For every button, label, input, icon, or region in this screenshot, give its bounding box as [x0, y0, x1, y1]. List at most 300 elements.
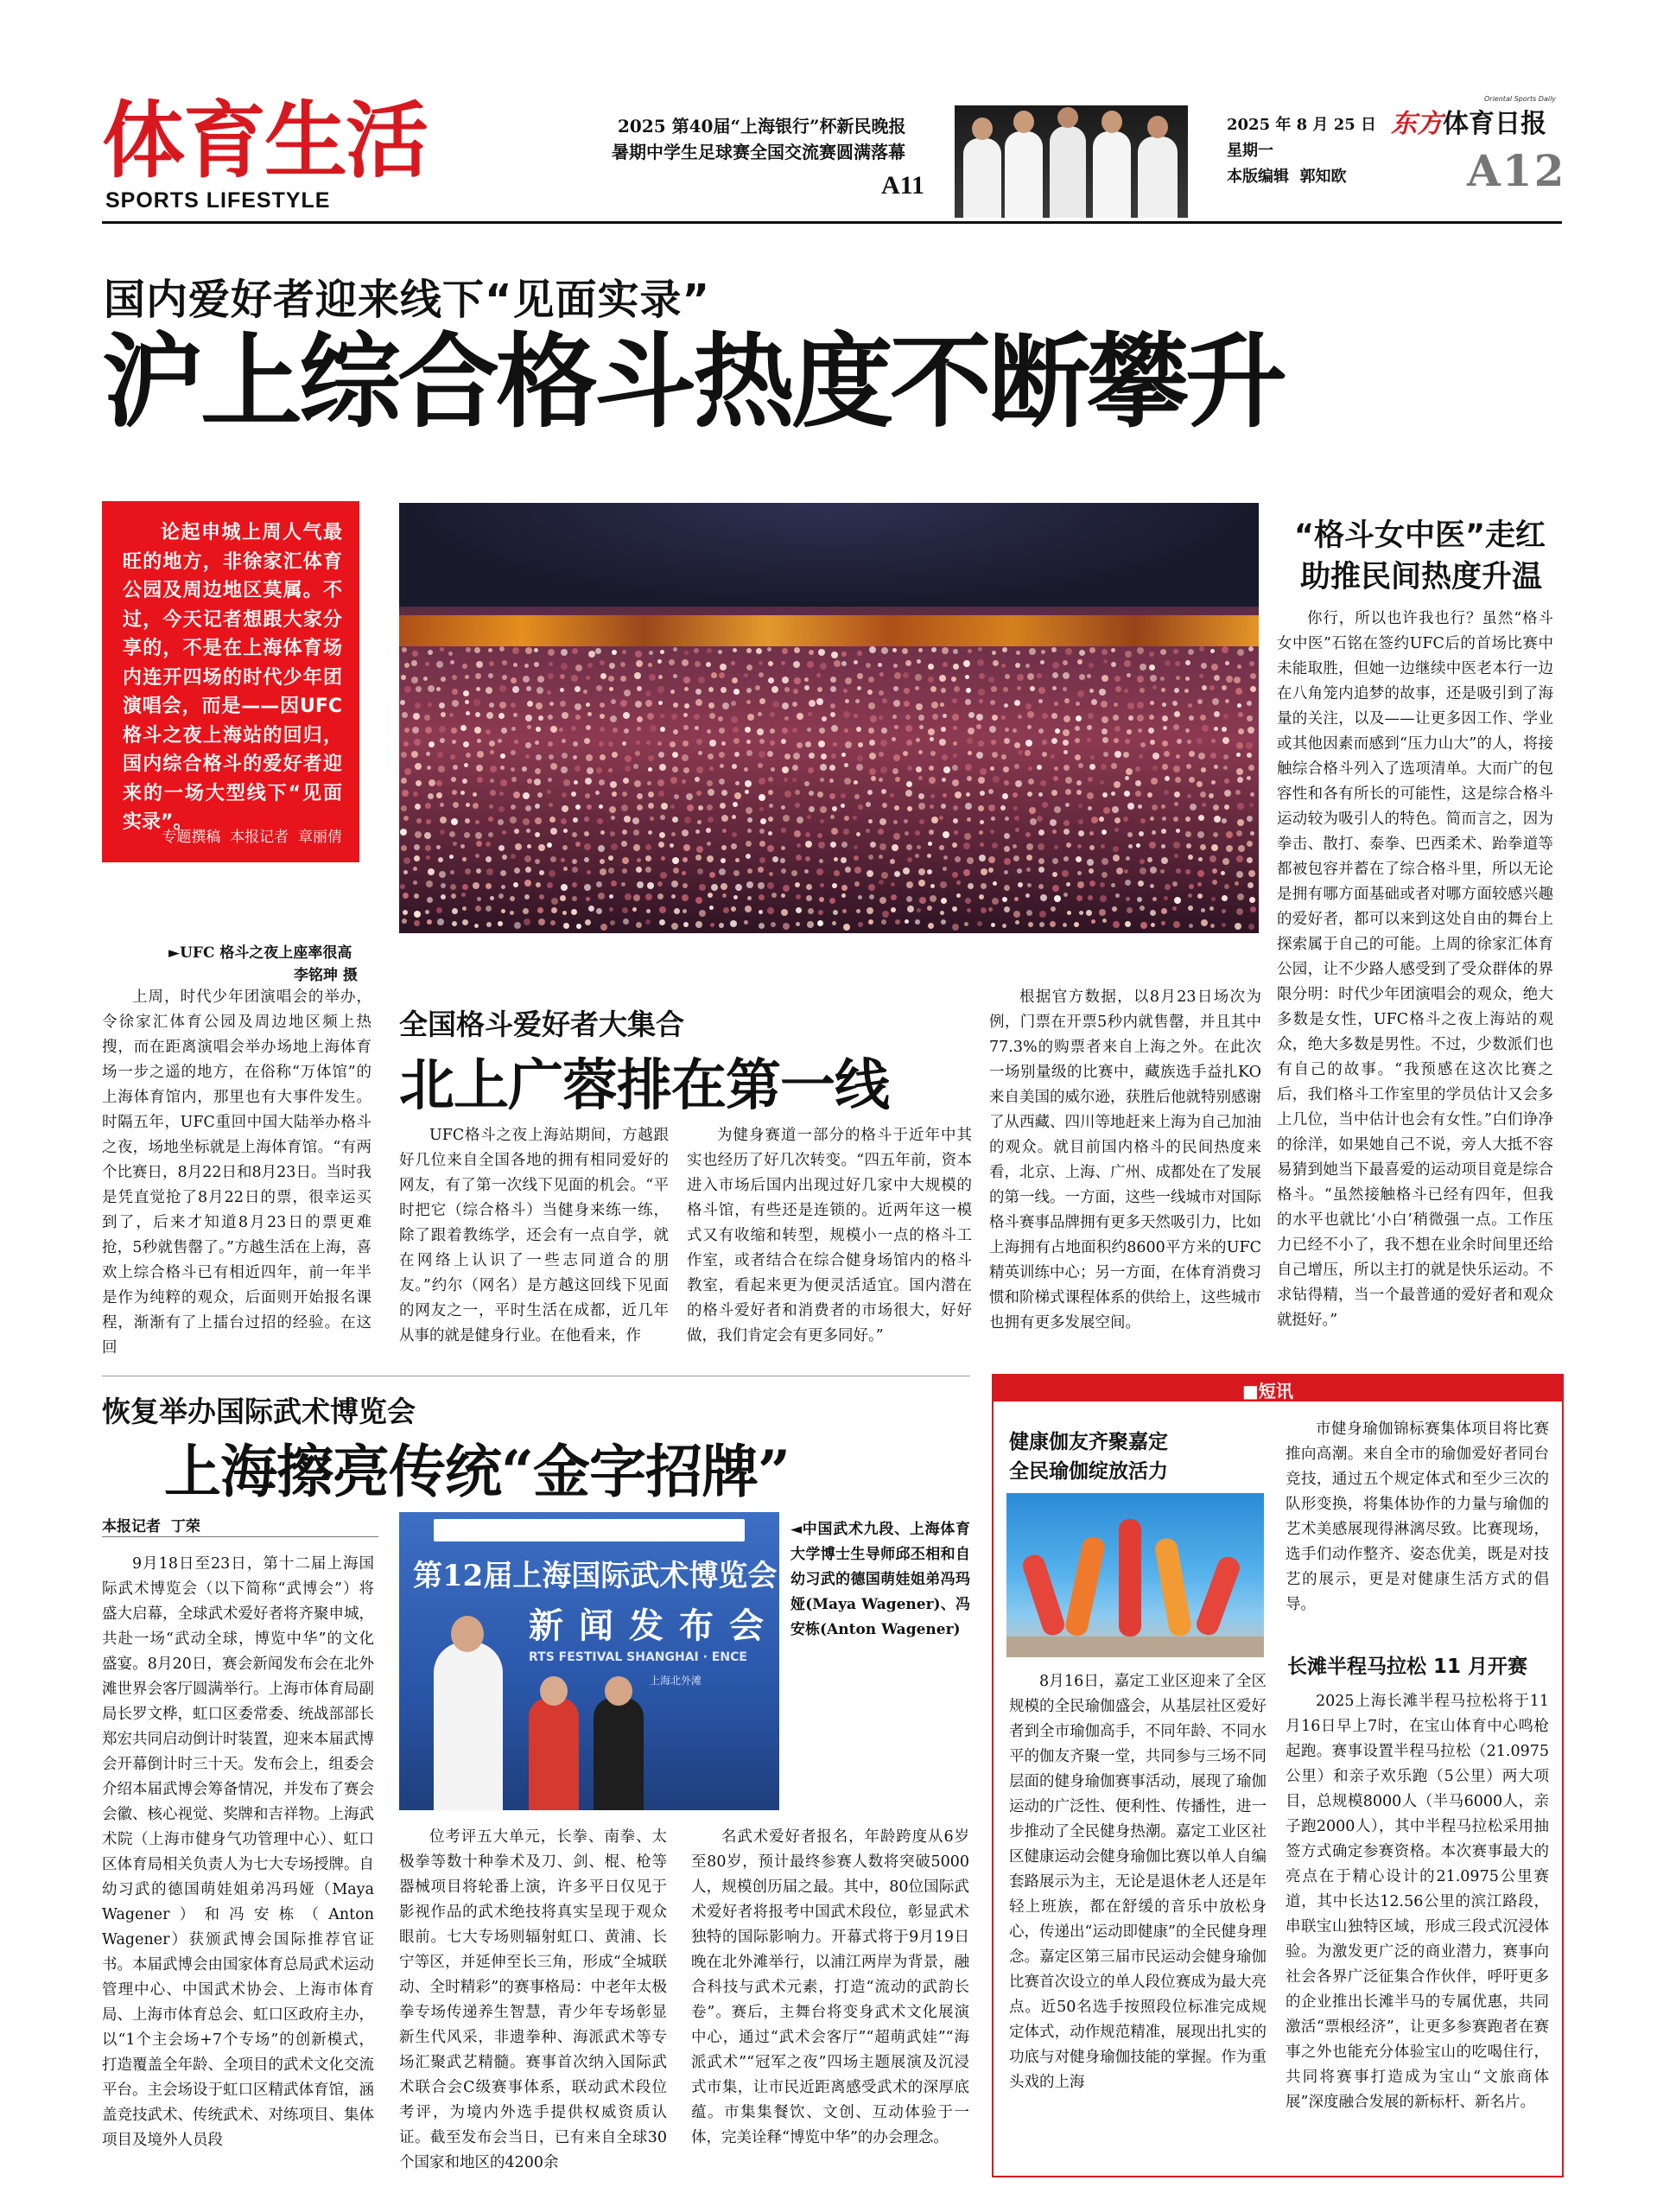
crowd-spectator — [755, 685, 760, 690]
crowd-spectator — [463, 690, 469, 696]
crowd-spectator — [622, 830, 627, 835]
crowd-spectator — [931, 702, 938, 709]
banner-place: 上海北外滩 — [650, 1675, 702, 1687]
crowd-spectator — [965, 898, 971, 904]
crowd-spectator — [462, 779, 467, 784]
crowd-spectator — [1222, 923, 1226, 927]
crowd-spectator — [809, 791, 814, 796]
crowd-spectator — [486, 906, 492, 912]
crowd-spectator — [845, 677, 852, 684]
crowd-spectator — [486, 687, 492, 694]
crowd-spectator — [414, 855, 420, 861]
crowd-spectator — [1065, 648, 1072, 655]
briefs-label: ■短讯 — [1242, 1381, 1293, 1402]
crowd-spectator — [551, 907, 557, 913]
crowd-spectator — [1078, 819, 1083, 824]
crowd-spectator — [991, 923, 995, 927]
crowd-spectator — [953, 741, 957, 746]
crowd-spectator — [1250, 686, 1256, 692]
crowd-spectator — [1052, 672, 1058, 678]
crowd-spectator — [488, 648, 492, 652]
crowd-spectator — [539, 870, 544, 875]
crowd-spectator — [572, 859, 577, 864]
crowd-spectator — [792, 765, 798, 771]
crowd-spectator — [820, 764, 827, 771]
crowd-spectator — [829, 765, 835, 771]
crowd-spectator — [769, 872, 773, 876]
crowd-spectator — [1001, 664, 1006, 668]
crowd-spectator — [915, 854, 919, 858]
crowd-spectator — [906, 881, 913, 888]
crowd-spectator — [538, 715, 543, 721]
promo-line-1: 2025 第40届“上海银行”杯新民晚报 — [618, 116, 906, 137]
crowd-spectator — [955, 791, 962, 798]
crowd-spectator — [401, 845, 407, 851]
crowd-spectator — [1063, 687, 1067, 691]
crowd-spectator — [1113, 921, 1120, 928]
crowd-spectator — [625, 766, 631, 772]
crowd-spectator — [915, 686, 919, 690]
crowd-spectator — [595, 648, 601, 654]
crowd-spectator — [1201, 663, 1207, 669]
crowd-spectator — [1017, 674, 1024, 681]
crowd-spectator — [795, 790, 800, 795]
crowd-spectator — [892, 648, 897, 652]
crowd-spectator — [1235, 923, 1241, 930]
crowd-spectator — [538, 844, 545, 851]
crowd-spectator — [637, 858, 641, 862]
crowd-spectator — [416, 780, 422, 786]
crowd-spectator — [527, 701, 533, 707]
crowd-spectator — [1114, 751, 1121, 758]
crowd-spectator — [1004, 780, 1009, 785]
crowd-spectator — [489, 702, 494, 708]
crowd-spectator — [1076, 856, 1082, 862]
crowd-spectator — [1089, 647, 1095, 653]
crowd-spectator — [784, 791, 791, 798]
crowd-spectator — [709, 766, 714, 771]
crowd-spectator — [1001, 754, 1006, 760]
crowd-spectator — [586, 754, 593, 761]
crowd-spectator — [784, 716, 789, 721]
crowd-spectator — [598, 893, 605, 899]
crowd-spectator — [1188, 703, 1192, 708]
crowd-spectator — [633, 844, 640, 851]
crowd-spectator — [1214, 675, 1220, 681]
crowd-spectator — [951, 677, 956, 682]
crowd-spectator — [460, 725, 467, 731]
crowd-spectator — [943, 855, 948, 860]
crowd-spectator — [451, 728, 457, 734]
crowd-spectator — [977, 659, 984, 666]
crowd-spectator — [1173, 817, 1178, 822]
crowd-spectator — [561, 818, 567, 824]
crowd-spectator — [930, 751, 936, 756]
crowd-spectator — [621, 804, 628, 811]
crowd-spectator — [794, 677, 801, 684]
section-title: 体育生活 — [102, 92, 427, 189]
crowd-spectator — [412, 651, 418, 657]
crowd-spectator — [525, 742, 531, 748]
crowd-spectator — [1175, 661, 1180, 666]
player-head — [1057, 107, 1078, 128]
crowd-spectator — [1077, 690, 1084, 697]
crowd-spectator — [1054, 702, 1058, 706]
crowd-spectator — [783, 923, 790, 930]
crowd-spectator — [992, 715, 998, 721]
crowd-spectator — [832, 921, 836, 925]
crowd-spectator — [708, 893, 713, 898]
wushu-photo-caption: ◄中国武术九段、上海体育大学博士生导师邱丕相和自幼习武的德国萌娃姐弟冯玛娅(Maya Wagener)、冯安栋(Anton Wagener) — [790, 1521, 970, 1638]
crowd-spectator — [1004, 885, 1010, 891]
crowd-spectator — [477, 777, 483, 783]
crowd-spectator — [1079, 674, 1085, 680]
crowd-spectator — [536, 754, 542, 760]
crowd-spectator — [768, 831, 772, 836]
crowd-spectator — [1091, 699, 1097, 705]
crowd-spectator — [1174, 854, 1178, 858]
crowd-spectator — [1067, 911, 1071, 915]
crowd-spectator — [1038, 792, 1043, 797]
crowd-spectator — [781, 805, 785, 810]
crowd-spectator — [1015, 920, 1019, 925]
crowd-spectator — [462, 906, 467, 911]
crowd-spectator — [1123, 817, 1128, 822]
crowd-spectator — [940, 911, 944, 915]
crowd-spectator — [538, 918, 545, 925]
crowd-spectator — [547, 790, 551, 794]
yoga-title-1: 健康伽友齐聚嘉定 — [1009, 1431, 1168, 1453]
crowd-spectator — [523, 908, 529, 914]
wushu-byline: 本报记者 丁荣 — [102, 1518, 200, 1535]
crowd-spectator — [952, 872, 958, 878]
crowd-spectator — [660, 650, 664, 654]
crowd-spectator — [548, 778, 552, 782]
crowd-spectator — [1088, 895, 1093, 900]
crowd-spectator — [621, 841, 627, 847]
crowd-spectator — [919, 897, 926, 904]
crowd-spectator — [1028, 766, 1032, 771]
crowd-spectator — [561, 766, 568, 773]
crowd-spectator — [683, 677, 690, 683]
crowd-spectator — [1114, 828, 1119, 832]
crowd-spectator — [1238, 845, 1245, 852]
crowd-spectator — [523, 676, 530, 683]
crowd-spectator — [441, 677, 446, 682]
crowd-spectator — [672, 766, 678, 772]
crowd-spectator — [918, 880, 925, 887]
issue-date: 2025 年 8 月 25 日 — [1227, 116, 1377, 134]
crowd-spectator — [855, 699, 860, 703]
crowd-spectator — [941, 804, 946, 809]
crowd-spectator — [746, 648, 752, 653]
crowd-spectator — [1065, 803, 1070, 807]
crowd-spectator — [413, 867, 417, 871]
crowd-spectator — [965, 699, 971, 705]
crowd-spectator — [904, 688, 910, 694]
crowd-spectator — [1163, 726, 1167, 730]
crowd-spectator — [1099, 689, 1106, 696]
crowd-spectator — [636, 741, 640, 745]
crowd-spectator — [818, 649, 825, 656]
crowd-spectator — [1088, 806, 1092, 810]
crowd-spectator — [856, 727, 861, 732]
crowd-spectator — [1201, 919, 1208, 926]
crowd-spectator — [637, 686, 642, 691]
crowd-spectator — [1151, 923, 1155, 927]
crowd-spectator — [1042, 713, 1048, 719]
crowd-spectator — [476, 661, 483, 668]
crowd-spectator — [1038, 867, 1044, 873]
crowd-spectator — [1200, 715, 1206, 721]
crowd-spectator — [829, 793, 835, 799]
crowd-spectator — [879, 778, 883, 782]
crowd-spectator — [525, 754, 530, 759]
crowd-spectator — [1038, 858, 1044, 864]
crowd-spectator — [770, 712, 775, 717]
crowd-spectator — [1013, 792, 1018, 798]
crowd-spectator — [781, 893, 785, 898]
crowd-spectator — [610, 781, 617, 788]
crowd-spectator — [1235, 688, 1242, 695]
crowd-spectator — [414, 920, 420, 926]
crowd-spectator — [427, 766, 431, 770]
crowd-spectator — [853, 816, 857, 820]
crowd-spectator — [709, 713, 715, 719]
crowd-spectator — [460, 844, 465, 849]
crowd-spectator — [820, 806, 827, 813]
crowd-spectator — [414, 739, 421, 746]
crowd-spectator — [943, 714, 947, 718]
crowd-spectator — [1210, 649, 1215, 653]
crowd-spectator — [746, 841, 752, 847]
crowd-spectator — [674, 908, 680, 914]
crowd-spectator — [768, 677, 774, 683]
crowd-spectator — [992, 842, 998, 849]
crowd-spectator — [584, 831, 589, 836]
promo-page: A11 — [881, 171, 925, 200]
crowd-spectator — [500, 870, 506, 876]
crowd-spectator — [929, 766, 934, 771]
crowd-spectator — [918, 776, 923, 780]
crowd-spectator — [1030, 818, 1037, 825]
crowd-spectator — [879, 752, 884, 757]
crowd-spectator — [745, 906, 752, 912]
crowd-spectator — [537, 792, 543, 798]
crowd-spectator — [438, 857, 443, 862]
crowd-spectator — [747, 829, 752, 833]
crowd-spectator — [1201, 908, 1205, 912]
crowd-spectator — [673, 647, 677, 652]
crowd-spectator — [425, 662, 429, 666]
crowd-spectator — [426, 752, 430, 756]
crowd-spectator — [1063, 660, 1068, 665]
crowd-spectator — [744, 673, 748, 677]
crowd-spectator — [940, 881, 947, 888]
crowd-spectator — [930, 895, 936, 902]
crowd-spectator — [451, 777, 456, 782]
page-editor: 本版编辑 郭知欧 — [1227, 168, 1347, 186]
crowd-spectator — [1052, 872, 1057, 877]
crowd-spectator — [809, 753, 815, 759]
crowd-spectator — [820, 883, 824, 887]
crowd-spectator — [879, 897, 886, 904]
crowd-spectator — [1078, 763, 1083, 768]
crowd-spectator — [759, 778, 765, 785]
crowd-spectator — [963, 660, 970, 667]
crowd-spectator — [942, 647, 949, 654]
crowd-spectator — [622, 907, 628, 913]
crowd-spectator — [696, 766, 703, 773]
crowd-spectator — [526, 686, 531, 691]
crowd-spectator — [658, 701, 663, 705]
crowd-spectator — [436, 792, 442, 798]
crowd-spectator — [449, 713, 454, 717]
crowd-spectator — [928, 842, 932, 846]
crowd-spectator — [622, 857, 629, 864]
crowd-spectator — [746, 740, 751, 744]
crowd-spectator — [988, 677, 994, 683]
crowd-spectator — [684, 703, 689, 709]
crowd-spectator — [1140, 868, 1146, 874]
crowd-spectator — [1247, 776, 1251, 780]
crowd-spectator — [1013, 728, 1017, 733]
crowd-spectator — [1237, 803, 1244, 810]
crowd-spectator — [768, 777, 773, 782]
crowd-spectator — [892, 844, 898, 851]
crowd-spectator — [637, 881, 644, 888]
crowd-spectator — [1238, 712, 1243, 717]
crowd-spectator — [524, 664, 529, 668]
crowd-spectator — [893, 833, 900, 840]
crowd-spectator — [475, 906, 481, 912]
crowd-spectator — [1224, 884, 1229, 889]
crowd-spectator — [428, 868, 435, 875]
crowd-spectator — [1027, 711, 1034, 718]
crowd-spectator — [1063, 729, 1070, 736]
crowd-spectator — [918, 803, 925, 810]
crowd-spectator — [1221, 871, 1225, 875]
crowd-spectator — [657, 686, 664, 693]
crowd-spectator — [796, 907, 802, 913]
crowd-spectator — [1152, 685, 1157, 690]
crowd-spectator — [758, 712, 762, 716]
crowd-spectator — [1249, 661, 1254, 666]
crowd-spectator — [498, 713, 505, 719]
crowd-spectator — [671, 894, 676, 899]
crowd-spectator — [510, 817, 517, 823]
crowd-spectator — [979, 894, 984, 899]
crowd-spectator — [609, 907, 613, 912]
crowd-spectator — [988, 789, 994, 794]
crowd-spectator — [808, 712, 812, 716]
crowd-spectator — [1089, 831, 1094, 836]
crowd-spectator — [869, 740, 875, 746]
crowd-spectator — [1222, 895, 1228, 901]
crowd-spectator — [1013, 844, 1017, 849]
crowd-spectator — [1079, 650, 1085, 656]
crowd-spectator — [919, 725, 924, 729]
crowd-spectator — [894, 672, 901, 679]
crowd-spectator — [807, 661, 814, 668]
crowd-spectator — [600, 673, 606, 679]
crowd-spectator — [832, 883, 837, 888]
crowd-spectator — [1026, 910, 1032, 916]
crowd-spectator — [695, 689, 702, 695]
crowd-spectator — [1087, 725, 1092, 730]
crowd-spectator — [929, 830, 934, 835]
crowd-spectator — [575, 842, 581, 847]
crowd-spectator — [892, 768, 898, 774]
crowd-spectator — [500, 753, 505, 759]
crowd-spectator — [412, 727, 419, 734]
crowd-spectator — [1187, 794, 1191, 798]
crowd-spectator — [956, 880, 961, 885]
crowd-spectator — [1002, 924, 1006, 928]
crowd-spectator — [511, 677, 517, 683]
crowd-spectator — [759, 751, 765, 758]
crowd-spectator — [868, 702, 875, 709]
crowd-spectator — [734, 792, 741, 799]
crowd-spectator — [845, 741, 852, 748]
crowd-spectator — [1247, 701, 1252, 706]
crowd-spectator — [733, 738, 740, 744]
crowd-spectator — [1127, 729, 1132, 734]
crowd-spectator — [767, 647, 771, 652]
crowd-spectator — [462, 919, 468, 925]
crowd-spectator — [1113, 855, 1120, 861]
crowd-spectator — [1025, 893, 1030, 898]
crowd-spectator — [1025, 664, 1030, 668]
crowd-spectator — [781, 739, 786, 744]
crowd-spectator — [952, 714, 959, 721]
crowd-spectator — [831, 725, 838, 732]
crowd-spectator — [844, 816, 849, 821]
crowd-spectator — [415, 763, 422, 770]
crowd-spectator — [699, 884, 706, 891]
crowd-spectator — [952, 906, 957, 912]
crowd-spectator — [1161, 844, 1165, 849]
crowd-spectator — [449, 855, 454, 859]
crowd-spectator — [550, 856, 556, 862]
crowd-spectator — [952, 698, 957, 703]
crowd-spectator — [670, 843, 674, 848]
crowd-spectator — [1126, 856, 1130, 861]
crowd-spectator — [1224, 779, 1229, 784]
crowd-spectator — [657, 659, 662, 664]
crowd-spectator — [648, 803, 654, 809]
crowd-spectator — [672, 752, 678, 758]
crowd-spectator — [1165, 776, 1170, 781]
crowd-spectator — [402, 918, 407, 924]
crowd-spectator — [646, 741, 651, 745]
crowd-spectator — [1149, 715, 1154, 720]
crowd-spectator — [992, 898, 999, 905]
crowd-spectator — [1200, 791, 1206, 798]
crowd-spectator — [795, 803, 800, 808]
crowd-spectator — [425, 910, 429, 914]
crowd-spectator — [817, 791, 823, 798]
crowd-spectator — [915, 674, 922, 681]
crowd-spectator — [635, 701, 642, 708]
crowd-spectator — [939, 845, 944, 850]
crowd-spectator — [599, 804, 603, 809]
crowd-spectator — [1005, 817, 1009, 821]
arena-roof — [399, 503, 1259, 607]
crowd-spectator — [796, 855, 802, 861]
crowd-spectator — [1248, 882, 1254, 888]
crowd-spectator — [830, 686, 836, 692]
